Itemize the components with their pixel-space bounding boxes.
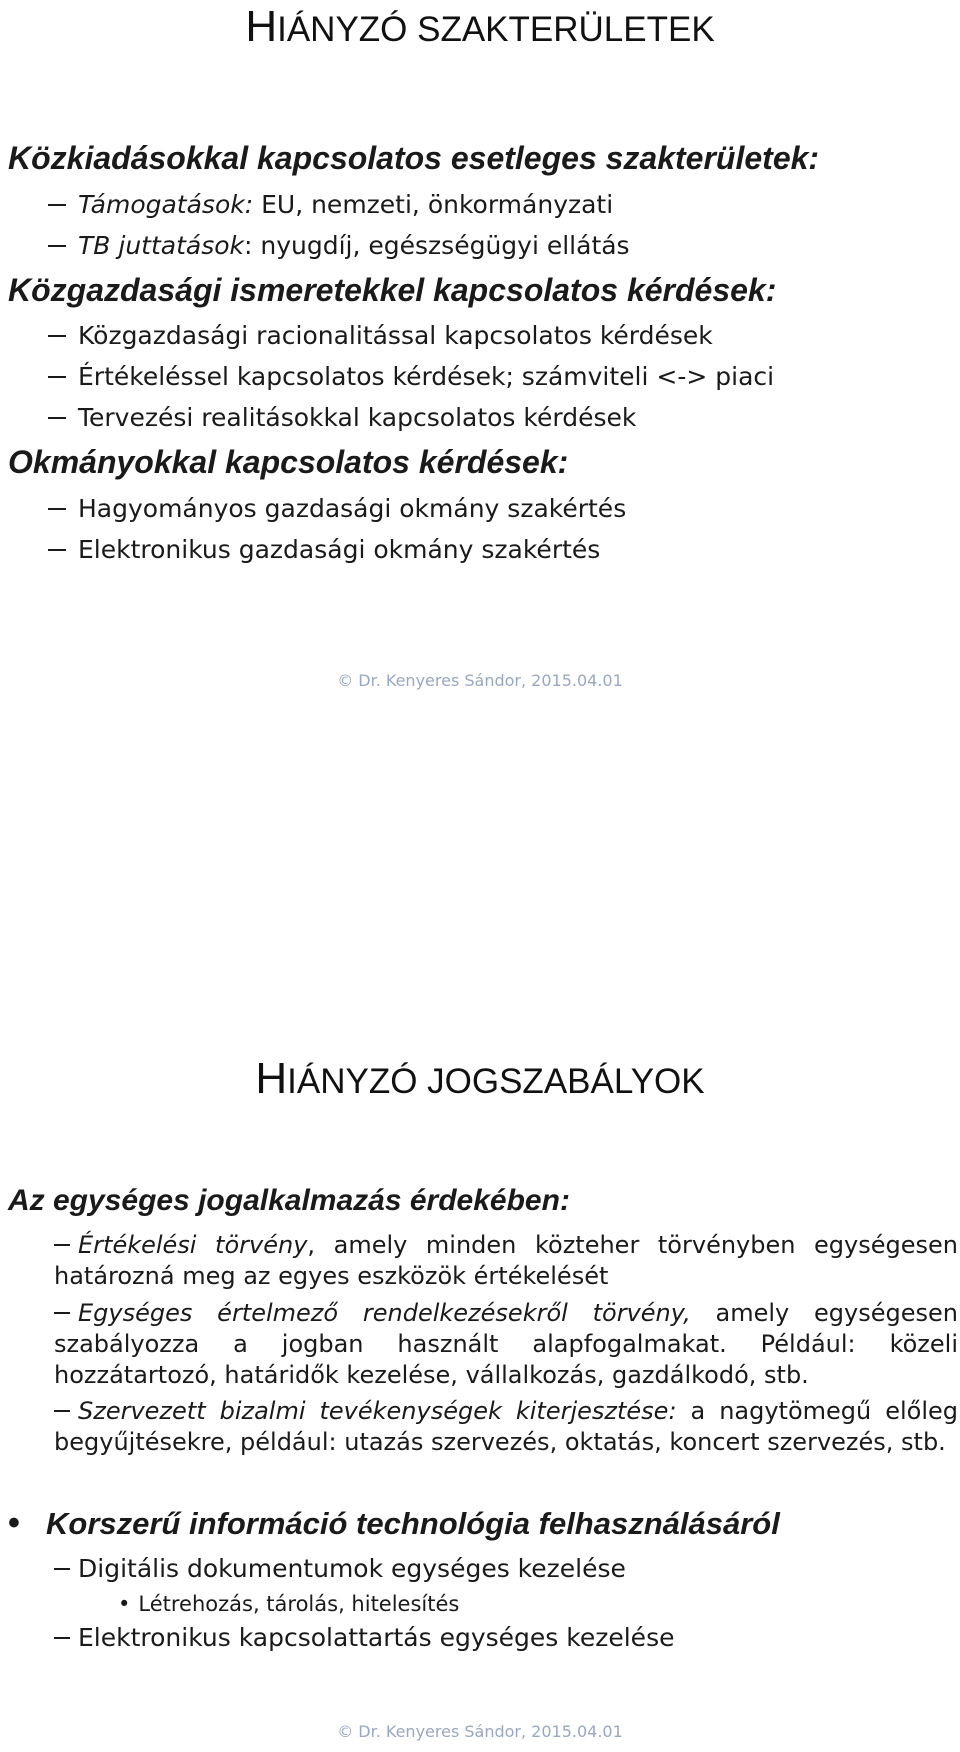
- slide-1-footer: © Dr. Kenyeres Sándor, 2015.04.01: [337, 671, 623, 690]
- section-2-item-2: Értékeléssel kapcsolatos kérdések; számviteli <-> piaci: [48, 362, 774, 391]
- slide-1: [0, 0, 960, 720]
- paragraph-szervezett-bizalmi: Szervezett bizalmi tevékenységek kiterjesztése: a nagytömegű előleg begyűjtésekre, például: utazás szervezés, oktatás, koncert szervezés, stb.: [54, 1397, 958, 1456]
- slide-2-title: HIÁNYZÓ JOGSZABÁLYOK: [255, 1054, 705, 1103]
- section-3-heading: Okmányokkal kapcsolatos kérdések:: [8, 444, 569, 480]
- item-elektronikus-kapcsolattartas: Elektronikus kapcsolattartás egységes kezelése: [54, 1623, 674, 1652]
- dash-bullet-icon: [54, 1244, 70, 1246]
- dash-bullet-icon: [54, 1637, 70, 1639]
- section-3-item-2: Elektronikus gazdasági okmány szakértés: [48, 535, 600, 564]
- dash-bullet-icon: [54, 1410, 70, 1412]
- dash-bullet-icon: [48, 508, 66, 510]
- paragraph-egyseges-ertelmezo: Egységes értelmező rendelkezésekről törvény, amely egységesen szabályozza a jogban használt alapfogalmakat. Például: közeli hozzátartozó, határidők kezelése, vállalkozás, gazdálkodó, stb.: [54, 1299, 958, 1389]
- slide-2-heading: Az egységes jogalkalmazás érdekében:: [8, 1184, 570, 1217]
- section-1-heading: Közkiadásokkal kapcsolatos esetleges szakterületek:: [8, 140, 820, 176]
- section-2-item-1: Közgazdasági racionalitással kapcsolatos kérdések: [48, 321, 713, 350]
- bullet-dot-icon: •: [8, 1504, 20, 1542]
- dash-bullet-icon: [48, 245, 66, 247]
- dash-bullet-icon: [48, 335, 66, 337]
- paragraph-ertekelesi-torveny: Értékelési törvény, amely minden közteher törvényben egységesen határozná meg az egyes eszközök értékelését: [54, 1231, 958, 1290]
- dash-bullet-icon: [48, 204, 66, 206]
- bullet-dot-icon: •: [118, 1592, 131, 1616]
- dash-bullet-icon: [54, 1568, 70, 1570]
- subitem-letrehozas: • Létrehozás, tárolás, hitelesítés: [118, 1592, 460, 1616]
- section-1-item-2: TB juttatások: nyugdíj, egészségügyi ellátás: [48, 231, 630, 260]
- dash-bullet-icon: [54, 1312, 70, 1314]
- dash-bullet-icon: [48, 549, 66, 551]
- section-2-heading: Közgazdasági ismeretekkel kapcsolatos kérdések:: [8, 272, 777, 308]
- slide-2: HIÁNYZÓ JOGSZABÁLYOK Az egységes jogalkalmazás érdekében: Értékelési törvény, amely minden közteher törvényben egységesen határozná meg az egyes eszközök értékelését Egységes értelmező rendelkezésekről törvény, amely egységesen szabályozza a jogban használt alapfogalmakat. Például: közeli hozzátartozó, határidők kezelése, vállalkozás, gazdálkodó, stb. Szervezett bizalmi tevékenységek kiterjesztése: a nagytömegű előleg begyűjtésekre, például: utazás szervezés, oktatás, koncert szervezés, stb. • Korszerű információ technológia felhasználásáról Digitális dokumentumok egységes kezelése • Létrehozás, tárolás, hitelesítés Elektronikus kapcsolattartás egységes kezelése © Dr. Kenyeres Sándor, 2015.04.01: [0, 1032, 960, 1752]
- item-digitalis-dokumentumok: Digitális dokumentumok egységes kezelése: [54, 1554, 626, 1583]
- section-1-item-1: Támogatások: EU, nemzeti, önkormányzati: [48, 190, 613, 219]
- slide-1-title: HIÁNYZÓ SZAKTERÜLETEK: [245, 2, 715, 51]
- slide-2-footer: © Dr. Kenyeres Sándor, 2015.04.01: [337, 1722, 623, 1741]
- dash-bullet-icon: [48, 376, 66, 378]
- section-2-item-3: Tervezési realitásokkal kapcsolatos kérdések: [48, 403, 636, 432]
- section-3-item-1: Hagyományos gazdasági okmány szakértés: [48, 494, 626, 523]
- dash-bullet-icon: [48, 417, 66, 419]
